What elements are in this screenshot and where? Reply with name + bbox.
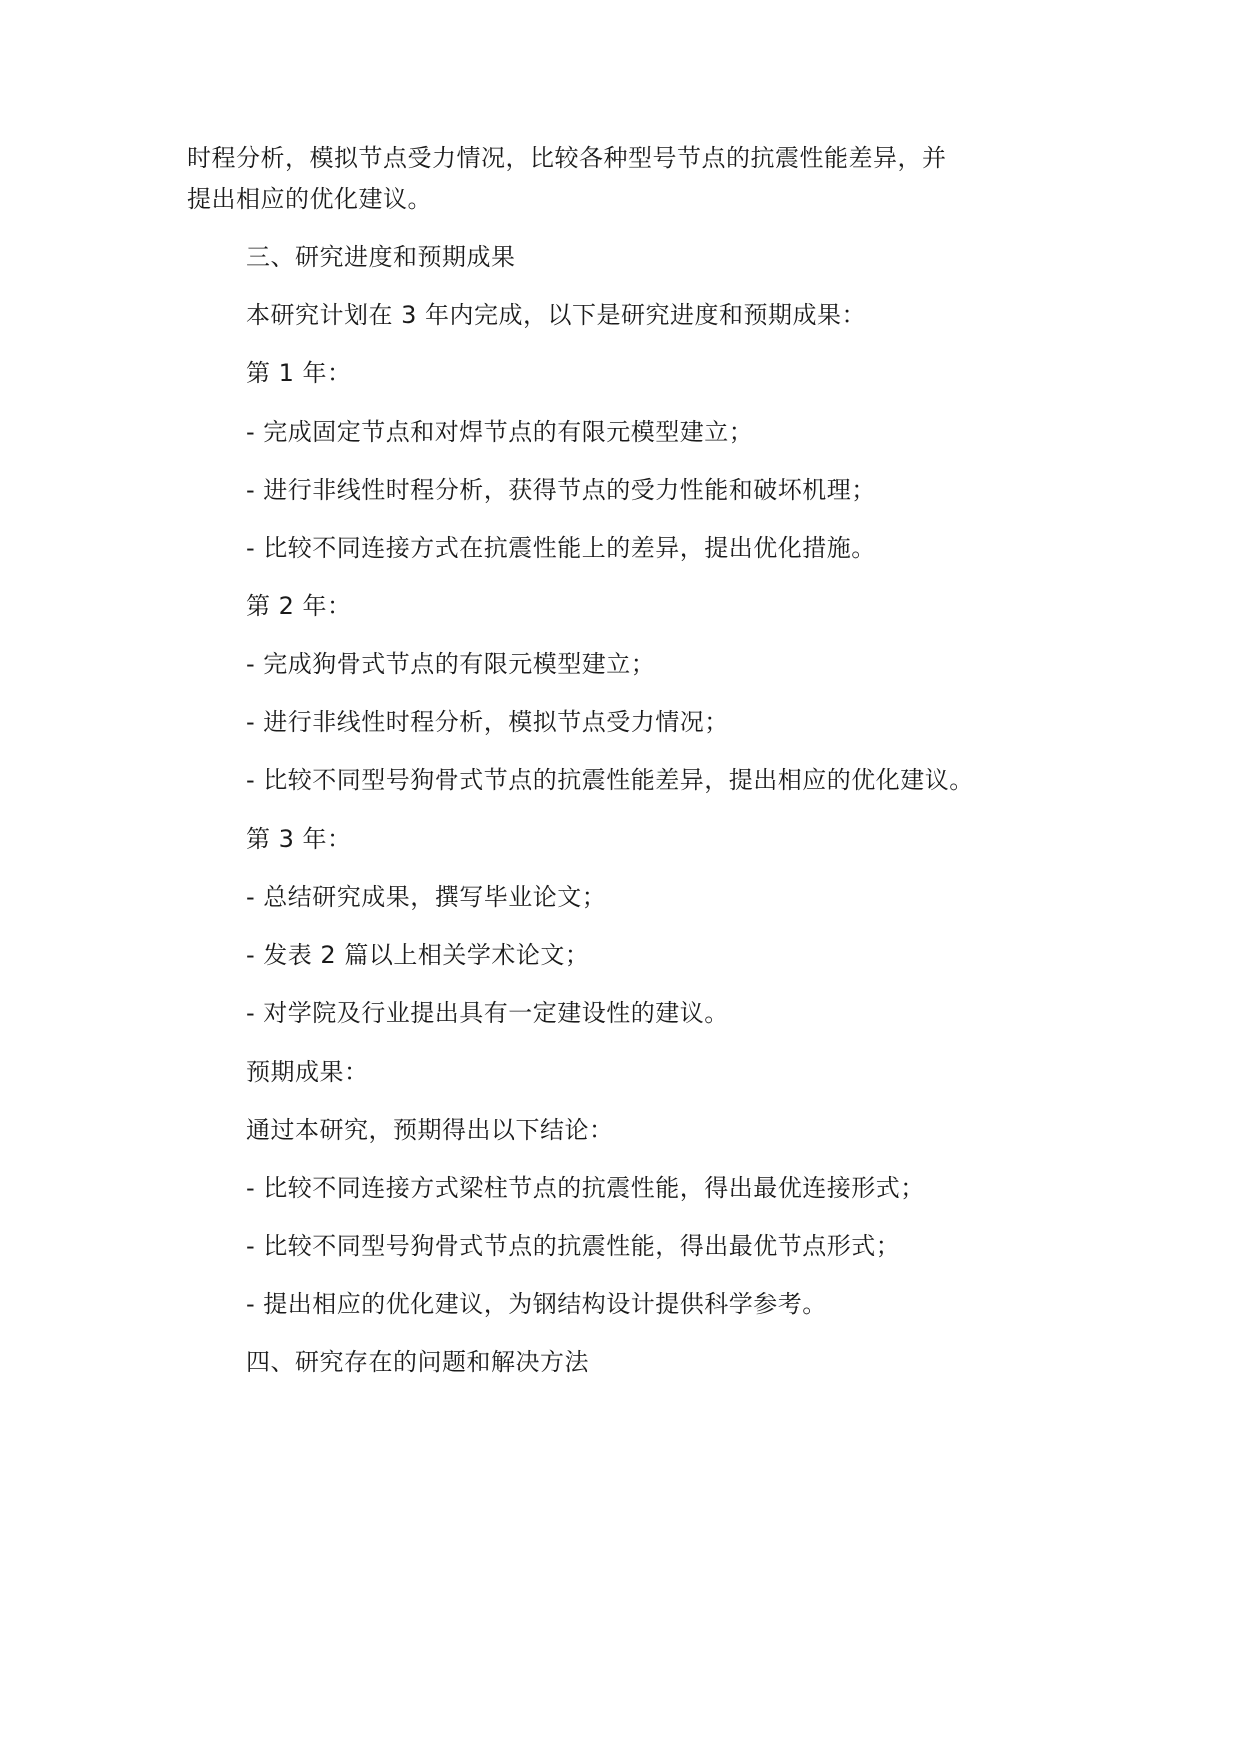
list-item: - 比较不同型号狗骨式节点的抗震性能，得出最优节点形式； <box>246 1232 901 1260</box>
list-item: - 完成固定节点和对焊节点的有限元模型建立； <box>246 418 754 446</box>
list-item: - 完成狗骨式节点的有限元模型建立； <box>246 650 656 678</box>
list-item: - 进行非线性时程分析，获得节点的受力性能和破坏机理； <box>246 476 876 504</box>
paragraph-line: 提出相应的优化建议。 <box>187 185 432 213</box>
list-item: - 总结研究成果，撰写毕业论文； <box>246 883 607 911</box>
section-heading: 三、研究进度和预期成果 <box>246 243 516 271</box>
paragraph-line: 本研究计划在 3 年内完成，以下是研究进度和预期成果： <box>246 301 867 329</box>
year-label: 第 2 年： <box>246 592 352 620</box>
list-item: - 比较不同连接方式梁柱节点的抗震性能，得出最优连接形式； <box>246 1174 925 1202</box>
list-item: - 进行非线性时程分析，模拟节点受力情况； <box>246 708 729 736</box>
list-item: - 比较不同连接方式在抗震性能上的差异，提出优化措施。 <box>246 534 876 562</box>
list-item: - 对学院及行业提出具有一定建设性的建议。 <box>246 999 729 1027</box>
section-heading: 四、研究存在的问题和解决方法 <box>246 1348 589 1376</box>
expected-label: 预期成果： <box>246 1058 369 1086</box>
list-item: - 比较不同型号狗骨式节点的抗震性能差异，提出相应的优化建议。 <box>246 766 974 794</box>
year-label: 第 1 年： <box>246 359 352 387</box>
list-item: - 发表 2 篇以上相关学术论文； <box>246 941 590 969</box>
paragraph-line: 时程分析，模拟节点受力情况，比较各种型号节点的抗震性能差异，并 <box>187 144 947 172</box>
paragraph-line: 通过本研究，预期得出以下结论： <box>246 1116 614 1144</box>
year-label: 第 3 年： <box>246 825 352 853</box>
list-item: - 提出相应的优化建议，为钢结构设计提供科学参考。 <box>246 1290 827 1318</box>
